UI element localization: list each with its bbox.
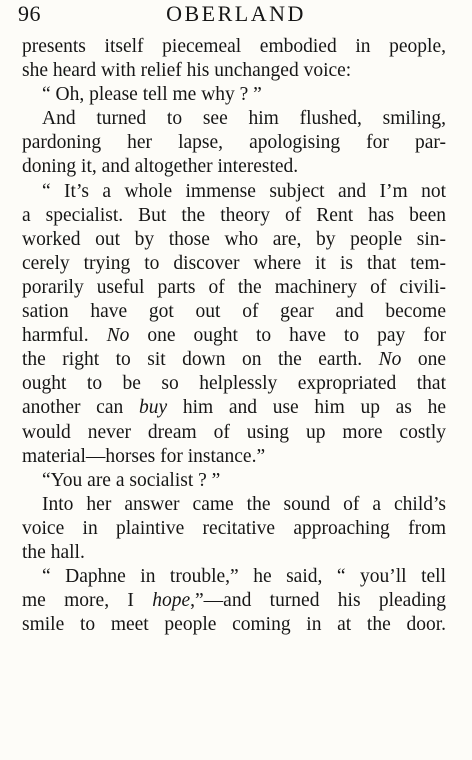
text-line: presents itself piecemeal embodied in people,	[22, 36, 446, 57]
text-line: would never dream of using up more costly	[22, 421, 446, 443]
text-line: smile to meet people coming in at the door.	[22, 614, 446, 636]
text-line: the hall.	[22, 541, 85, 563]
text-line: ought to be so helplessly expropriated that	[22, 373, 446, 395]
text-line: And turned to see him flushed, smiling,	[42, 108, 446, 130]
page-header	[0, 0, 472, 30]
paragraph	[22, 565, 446, 637]
text-line: material—horses for instance.”	[22, 445, 266, 467]
text-line: porarily useful parts of the machinery of civili-	[22, 276, 446, 298]
text-run: ,”—and turned his pleading	[190, 590, 447, 612]
body-text	[22, 35, 446, 637]
italic-run: buy	[138, 397, 168, 419]
text-line: a specialist. But the theory of Rent has been	[22, 204, 446, 226]
text-run: me more, I	[22, 590, 134, 612]
text-line: “ Oh, please tell me why ? ”	[42, 84, 262, 106]
text-line: “ Daphne in trouble,” he said, “ you’ll tell	[42, 566, 446, 588]
text-line: pardoning her lapse, apologising for par-	[22, 132, 446, 154]
text-line: cerely trying to discover where it is that tem-	[22, 252, 446, 274]
text-line: sation have got out of gear and become	[22, 301, 446, 323]
paragraph	[22, 469, 446, 493]
italic-run: No	[378, 349, 402, 371]
paragraph	[22, 107, 446, 179]
text-line	[22, 396, 446, 420]
text-line: Into her answer came the sound of a child’s	[42, 493, 446, 515]
italic-run: No	[106, 325, 130, 347]
text-run: harmful.	[22, 325, 89, 347]
running-head: OBERLAND	[166, 1, 306, 26]
text-line: voice in plaintive recitative approaching from	[22, 517, 446, 539]
text-run: one	[417, 349, 447, 371]
paragraph	[22, 35, 446, 83]
page-number: 96	[18, 1, 41, 26]
text-line	[22, 324, 446, 348]
paragraph	[22, 180, 446, 469]
text-line	[22, 589, 446, 613]
text-run: another can	[22, 397, 124, 419]
text-line: she heard with relief his unchanged voice:	[22, 60, 352, 82]
text-run: him and use him up as he	[182, 397, 446, 419]
text-run: one ought to have to pay for	[147, 325, 446, 347]
text-line: “You are a socialist ? ”	[42, 469, 221, 491]
paragraph	[22, 493, 446, 565]
text-line: “ It’s a whole immense subject and I’m not	[42, 180, 446, 202]
text-run: the right to sit down on the earth.	[22, 349, 363, 371]
text-line: doning it, and altogether interested.	[22, 156, 299, 178]
paragraph	[22, 83, 446, 107]
italic-run: hope	[152, 590, 191, 612]
text-line: worked out by those who are, by people sin-	[22, 228, 446, 250]
text-line	[22, 348, 446, 372]
